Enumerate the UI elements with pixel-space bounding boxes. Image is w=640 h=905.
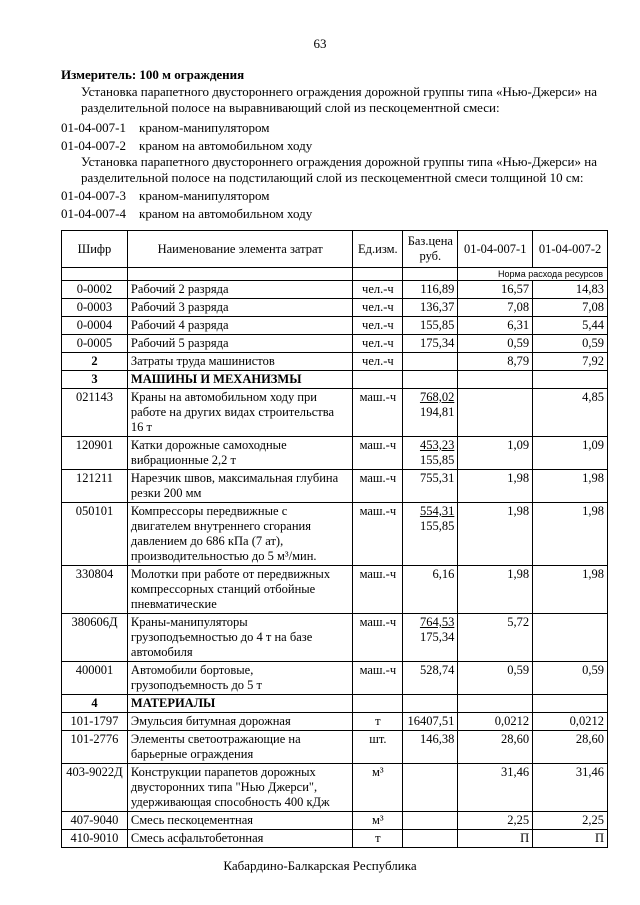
cell-code: 121211 <box>62 470 128 503</box>
price-main: 764,53 <box>419 615 455 629</box>
header-col-1: 01-04-007-1 <box>458 231 533 268</box>
cell-price <box>403 470 458 503</box>
cell-value-1: П <box>458 830 533 848</box>
cell-unit: т <box>353 713 403 731</box>
cell-name: Краны-манипуляторы грузоподъемностью до 4 т на базе автомобиля <box>127 614 352 662</box>
cell-price <box>403 614 458 662</box>
cell-value-1: 0,59 <box>458 662 533 695</box>
table-row <box>62 503 608 566</box>
cell-price <box>403 503 458 566</box>
cell-code: 0-0002 <box>62 281 128 299</box>
cell-name: Нарезчик швов, максимальная глубина резки 200 мм <box>127 470 352 503</box>
price-main: 768,02 <box>419 390 455 404</box>
cell-value-1: 5,72 <box>458 614 533 662</box>
table-row <box>62 299 608 317</box>
norm-label: Норма расхода ресурсов <box>458 268 608 281</box>
section-number: 3 <box>62 371 128 389</box>
cell-code: 407-9040 <box>62 812 128 830</box>
section-number: 4 <box>62 695 128 713</box>
cell-unit: чел.-ч <box>353 317 403 335</box>
cell-code: 400001 <box>62 662 128 695</box>
item-label: краном-манипулятором <box>139 188 270 203</box>
cell-value-1: 6,31 <box>458 317 533 335</box>
cell-value-1: 2,25 <box>458 812 533 830</box>
cell-unit: маш.-ч <box>353 662 403 695</box>
cell-code: 0-0005 <box>62 335 128 353</box>
cell-value-2: 7,08 <box>533 299 608 317</box>
cell-name: Эмульсия битумная дорожная <box>127 713 352 731</box>
cell-code: 2 <box>62 353 128 371</box>
cell-name: Катки дорожные самоходные вибрационные 2,2 т <box>127 437 352 470</box>
cell-name: Элементы светоотражающие на барьерные ограждения <box>127 731 352 764</box>
cell-value-2: 4,85 <box>533 389 608 437</box>
table-row <box>62 614 608 662</box>
cell-price: 175,34 <box>403 335 458 353</box>
table-row <box>62 353 608 371</box>
cell-code: 403-9022Д <box>62 764 128 812</box>
cell-code: 021143 <box>62 389 128 437</box>
table-row <box>62 713 608 731</box>
cell-unit: маш.-ч <box>353 389 403 437</box>
cell-price <box>403 389 458 437</box>
table-row <box>62 764 608 812</box>
cell-value-2: П <box>533 830 608 848</box>
cell-value-1: 8,79 <box>458 353 533 371</box>
cell-unit: маш.-ч <box>353 437 403 470</box>
cell-code: 0-0003 <box>62 299 128 317</box>
cell-value-1: 1,09 <box>458 437 533 470</box>
cell-unit: маш.-ч <box>353 503 403 566</box>
section-title: МАТЕРИАЛЫ <box>127 695 352 713</box>
cell-value-1: 1,98 <box>458 503 533 566</box>
footer-region: Кабардино-Балкарская Республика <box>223 858 417 873</box>
empty-cell <box>403 695 458 713</box>
table-row <box>62 335 608 353</box>
cell-value-1 <box>458 389 533 437</box>
item-label: краном-манипулятором <box>139 120 270 135</box>
table-row <box>62 389 608 437</box>
table-row <box>62 317 608 335</box>
cell-price: 16407,51 <box>403 713 458 731</box>
cell-value-2: 0,59 <box>533 662 608 695</box>
cell-value-1: 1,98 <box>458 470 533 503</box>
price-main: 755,31 <box>419 471 455 485</box>
measure-title: Измеритель: 100 м ограждения <box>61 67 245 82</box>
price-secondary: 194,81 <box>419 405 455 419</box>
price-secondary: 155,85 <box>419 519 455 533</box>
table-row <box>62 830 608 848</box>
header-name: Наименование элемента затрат <box>127 231 352 268</box>
cell-code: 050101 <box>62 503 128 566</box>
page-number: 63 <box>313 36 327 51</box>
cell-name: Компрессоры передвижные с двигателем внутреннего сгорания давлением до 686 кПа (7 ат), производительностью до 5 м³/мин. <box>127 503 352 566</box>
cell-name: Молотки при работе от передвижных компрессорных станций отбойные пневматические <box>127 566 352 614</box>
item-label: краном на автомобильном ходу <box>139 138 313 153</box>
cell-code: 120901 <box>62 437 128 470</box>
item-code: 01-04-007-1 <box>61 120 126 135</box>
cell-code: 101-1797 <box>62 713 128 731</box>
cell-value-2 <box>533 614 608 662</box>
header-price: Баз.цена руб. <box>403 231 458 268</box>
cell-value-2: 7,92 <box>533 353 608 371</box>
cell-name: Рабочий 3 разряда <box>127 299 352 317</box>
cell-value-2: 1,98 <box>533 566 608 614</box>
cell-value-1: 31,46 <box>458 764 533 812</box>
cell-value-2: 1,98 <box>533 503 608 566</box>
cell-value-2: 1,09 <box>533 437 608 470</box>
cell-price: 155,85 <box>403 317 458 335</box>
table-row <box>62 437 608 470</box>
cell-price <box>403 830 458 848</box>
cell-unit: чел.-ч <box>353 335 403 353</box>
cell-price: 146,38 <box>403 731 458 764</box>
table-row <box>62 566 608 614</box>
empty-cell <box>533 371 608 389</box>
cell-value-2: 2,25 <box>533 812 608 830</box>
section-materials <box>62 695 608 713</box>
item-code: 01-04-007-4 <box>61 206 126 221</box>
cell-unit: маш.-ч <box>353 566 403 614</box>
cell-name: Смесь пескоцементная <box>127 812 352 830</box>
header-code: Шифр <box>62 231 128 268</box>
cell-value-2: 28,60 <box>533 731 608 764</box>
table-row <box>62 812 608 830</box>
price-main: 554,31 <box>419 504 455 518</box>
cell-price <box>403 662 458 695</box>
empty-cell <box>533 695 608 713</box>
cell-value-2: 14,83 <box>533 281 608 299</box>
cell-price <box>403 764 458 812</box>
cell-value-1: 7,08 <box>458 299 533 317</box>
cell-name: Рабочий 4 разряда <box>127 317 352 335</box>
cell-unit: чел.-ч <box>353 299 403 317</box>
cell-price <box>403 437 458 470</box>
cell-code: 101-2776 <box>62 731 128 764</box>
cell-name: Автомобили бортовые, грузоподъемность до 5 т <box>127 662 352 695</box>
cell-name: Конструкции парапетов дорожных двусторонних типа "Нью Джерси", удерживающая способность 400 кДж <box>127 764 352 812</box>
cell-value-1: 28,60 <box>458 731 533 764</box>
item-label: краном на автомобильном ходу <box>139 206 313 221</box>
empty-cell <box>353 695 403 713</box>
cell-name: Краны на автомобильном ходу при работе на других видах строительства 16 т <box>127 389 352 437</box>
header-col-2: 01-04-007-2 <box>533 231 608 268</box>
table-row <box>62 470 608 503</box>
price-secondary: 155,85 <box>419 453 455 467</box>
price-main: 528,74 <box>419 663 455 677</box>
group2-item-2 <box>61 206 312 222</box>
empty-cell <box>458 695 533 713</box>
cell-unit: м³ <box>353 812 403 830</box>
cell-name: Рабочий 2 разряда <box>127 281 352 299</box>
measure-heading <box>61 67 621 83</box>
table-row <box>62 281 608 299</box>
cell-code: 0-0004 <box>62 317 128 335</box>
price-main: 453,23 <box>419 438 455 452</box>
norm-row <box>62 268 608 281</box>
cell-value-1: 1,98 <box>458 566 533 614</box>
cell-value-1: 16,57 <box>458 281 533 299</box>
cell-name: Смесь асфальтобетонная <box>127 830 352 848</box>
item-code: 01-04-007-2 <box>61 138 126 153</box>
cell-unit: маш.-ч <box>353 470 403 503</box>
table-header-row <box>62 231 608 268</box>
group1-item-1 <box>61 120 270 136</box>
cell-value-2: 0,59 <box>533 335 608 353</box>
cell-value-2: 1,98 <box>533 470 608 503</box>
cell-value-2: 5,44 <box>533 317 608 335</box>
empty-cell <box>403 371 458 389</box>
table-row <box>62 662 608 695</box>
item-code: 01-04-007-3 <box>61 188 126 203</box>
cell-unit: чел.-ч <box>353 281 403 299</box>
cell-price <box>403 812 458 830</box>
header-unit: Ед.изм. <box>353 231 403 268</box>
cell-unit: чел.-ч <box>353 353 403 371</box>
cell-code: 330804 <box>62 566 128 614</box>
table-row <box>62 731 608 764</box>
group2-description <box>61 154 621 186</box>
cell-code: 380606Д <box>62 614 128 662</box>
cell-unit: м³ <box>353 764 403 812</box>
empty-cell <box>353 371 403 389</box>
group1-item-2 <box>61 138 312 154</box>
section-title: МАШИНЫ И МЕХАНИЗМЫ <box>127 371 352 389</box>
group2-text: Установка парапетного двустороннего ограждения дорожной группы типа «Нью-Джерси» на разделительной полосе на подстилающий слой из пескоцементной смеси толщиной 10 см: <box>81 154 597 185</box>
group1-description <box>61 84 621 116</box>
cell-unit: маш.-ч <box>353 614 403 662</box>
cell-price <box>403 353 458 371</box>
cell-unit: шт. <box>353 731 403 764</box>
section-machines <box>62 371 608 389</box>
price-main: 6,16 <box>432 567 455 581</box>
cell-code: 410-9010 <box>62 830 128 848</box>
empty-cell <box>458 371 533 389</box>
cell-price: 136,37 <box>403 299 458 317</box>
group2-item-1 <box>61 188 270 204</box>
cell-value-2: 0,0212 <box>533 713 608 731</box>
cell-value-1: 0,59 <box>458 335 533 353</box>
cell-value-1: 0,0212 <box>458 713 533 731</box>
group1-text: Установка парапетного двустороннего ограждения дорожной группы типа «Нью-Джерси» на разделительной полосе на выравнивающий слой из пескоцементной смеси: <box>81 84 597 115</box>
cell-name: Затраты труда машинистов <box>127 353 352 371</box>
cell-name: Рабочий 5 разряда <box>127 335 352 353</box>
cell-price: 116,89 <box>403 281 458 299</box>
price-secondary: 175,34 <box>419 630 455 644</box>
cell-price <box>403 566 458 614</box>
cell-unit: т <box>353 830 403 848</box>
resource-table <box>61 230 608 848</box>
cell-value-2: 31,46 <box>533 764 608 812</box>
